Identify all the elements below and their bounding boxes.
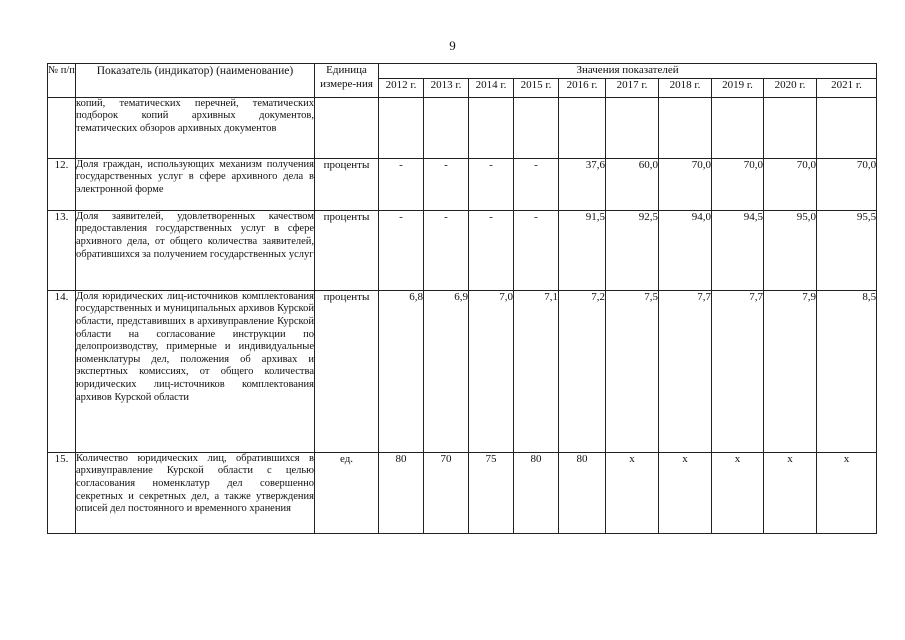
value-cell: 95,0 (764, 210, 817, 290)
value-cell: 70,0 (764, 158, 817, 210)
value-cell: 7,7 (712, 290, 764, 452)
value-cell: - (379, 158, 424, 210)
value-cell: 70 (424, 452, 469, 533)
value-cell: - (379, 210, 424, 290)
value-cell (424, 97, 469, 158)
value-cell: 7,5 (606, 290, 659, 452)
value-cell (817, 97, 877, 158)
value-cell: - (424, 158, 469, 210)
year-header: 2020 г. (764, 78, 817, 97)
value-cell: 7,9 (764, 290, 817, 452)
value-cell: 80 (514, 452, 559, 533)
column-header-num: № п/п (48, 64, 76, 98)
indicator-unit: ед. (315, 452, 379, 533)
row-number (48, 97, 76, 158)
value-cell: 70,0 (659, 158, 712, 210)
value-cell: 80 (379, 452, 424, 533)
value-cell (606, 97, 659, 158)
value-cell: х (712, 452, 764, 533)
value-cell (379, 97, 424, 158)
indicator-name (76, 210, 315, 290)
indicators-table (47, 63, 877, 534)
indicator-name-text: Доля заявителей, удовлетворенных качеством предоставления государственных услуг в сфере архивного дела, от общего количества заявителей, обратившихся за получением государственных услуг (76, 210, 314, 260)
indicator-unit: проценты (315, 210, 379, 290)
value-cell: х (659, 452, 712, 533)
value-cell (712, 97, 764, 158)
indicator-name (76, 158, 315, 210)
page-number: 9 (449, 38, 456, 53)
year-header: 2019 г. (712, 78, 764, 97)
header-row-1 (48, 64, 877, 79)
column-header-values-group: Значения показателей (379, 64, 877, 79)
value-cell: 7,1 (514, 290, 559, 452)
value-cell: 92,5 (606, 210, 659, 290)
indicator-unit (315, 97, 379, 158)
value-cell: - (424, 210, 469, 290)
value-cell: 70,0 (817, 158, 877, 210)
indicator-name-text: копий, тематических перечней, тематических подборок копий архивных документов, тематических обзоров архивных документов (76, 97, 314, 134)
table-row (48, 97, 877, 158)
column-header-unit: Единица измере-ния (315, 64, 379, 98)
row-number: 15. (48, 452, 76, 533)
indicator-name-text: Доля граждан, использующих механизм получения государственных услуг в сфере архивного дела в электронной форме (76, 158, 314, 195)
value-cell (764, 97, 817, 158)
year-header: 2013 г. (424, 78, 469, 97)
indicator-name-text: Доля юридических лиц-источников комплектования государственных и муниципальных архивов Курской области, представивших в архивуправление Курской области на согласование инструкции по делопроизводству, примерные и индивидуальные номенклатуры дел, положения об архивах и экспертных комиссиях, от общего количества юридических лиц-источников комплектования архивов Курской области (76, 290, 314, 403)
value-cell: 75 (469, 452, 514, 533)
indicator-name (76, 290, 315, 452)
value-cell: 6,8 (379, 290, 424, 452)
value-cell: 94,5 (712, 210, 764, 290)
value-cell: х (817, 452, 877, 533)
value-cell (469, 97, 514, 158)
value-cell: 7,0 (469, 290, 514, 452)
value-cell: 7,7 (659, 290, 712, 452)
value-cell: 37,6 (559, 158, 606, 210)
value-cell: 80 (559, 452, 606, 533)
year-header: 2012 г. (379, 78, 424, 97)
indicator-unit: проценты (315, 158, 379, 210)
table-row (48, 290, 877, 452)
year-header: 2021 г. (817, 78, 877, 97)
year-header: 2018 г. (659, 78, 712, 97)
value-cell: 7,2 (559, 290, 606, 452)
table-row (48, 210, 877, 290)
value-cell (559, 97, 606, 158)
row-number: 12. (48, 158, 76, 210)
value-cell: х (606, 452, 659, 533)
value-cell: 6,9 (424, 290, 469, 452)
value-cell: - (514, 158, 559, 210)
value-cell: 8,5 (817, 290, 877, 452)
value-cell: 60,0 (606, 158, 659, 210)
year-header: 2014 г. (469, 78, 514, 97)
table-row (48, 452, 877, 533)
value-cell: 70,0 (712, 158, 764, 210)
value-cell: 94,0 (659, 210, 712, 290)
indicator-name-text: Количество юридических лиц, обратившихся в архивуправление Курской области с целью согласования номенклатур дел совершенно секретных и секретных дел, а также утверждения описей дел постоянного и временного хранения (76, 452, 314, 515)
value-cell: - (469, 210, 514, 290)
row-number: 13. (48, 210, 76, 290)
indicator-unit: проценты (315, 290, 379, 452)
column-header-name: Показатель (индикатор) (наименование) (76, 64, 315, 98)
value-cell: 91,5 (559, 210, 606, 290)
value-cell (514, 97, 559, 158)
value-cell: 95,5 (817, 210, 877, 290)
year-header: 2017 г. (606, 78, 659, 97)
table-row (48, 158, 877, 210)
year-header: 2016 г. (559, 78, 606, 97)
year-header: 2015 г. (514, 78, 559, 97)
indicator-name (76, 452, 315, 533)
row-number: 14. (48, 290, 76, 452)
value-cell: х (764, 452, 817, 533)
value-cell: - (514, 210, 559, 290)
value-cell: - (469, 158, 514, 210)
indicator-name (76, 97, 315, 158)
value-cell (659, 97, 712, 158)
